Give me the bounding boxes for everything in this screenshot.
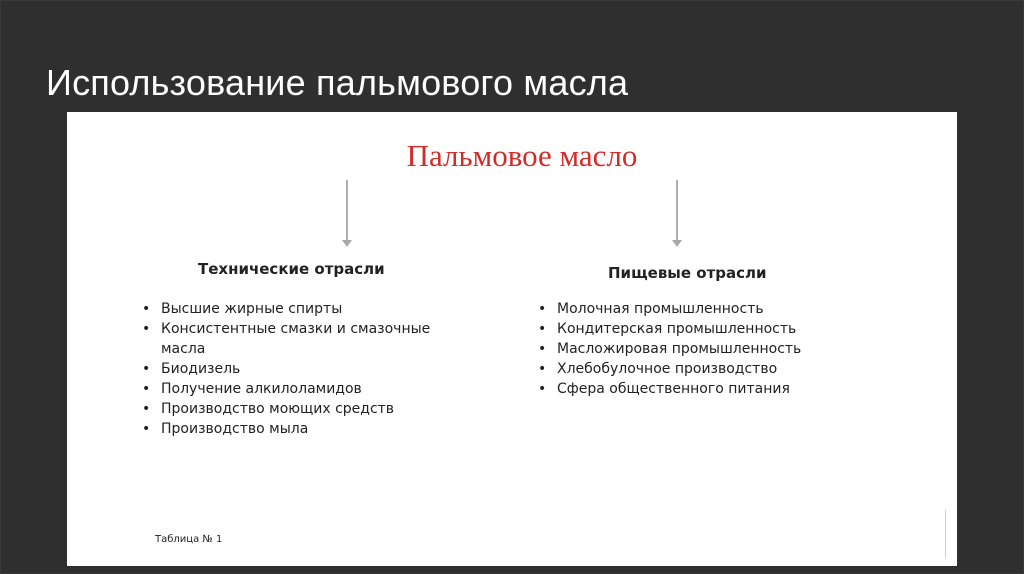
list-item: • Кондитерская промышленность	[538, 319, 801, 339]
slide-title: Использование пальмового масла	[46, 62, 629, 103]
list-item: • Биодизель	[142, 359, 430, 379]
diagram-image	[67, 112, 957, 566]
list-item-continuation: масла	[161, 341, 206, 357]
list-item: • Высшие жирные спирты	[142, 299, 430, 319]
diagram-title: Пальмовое масло	[406, 138, 638, 173]
list-item: • Масложировая промышленность	[538, 339, 801, 359]
list-item: • Консистентные смазки и смазочные	[142, 319, 430, 339]
list-item: • Молочная промышленность	[538, 299, 801, 319]
technical-list	[142, 299, 430, 439]
list-item: • Производство моющих средств	[142, 399, 430, 419]
food-heading: Пищевые отрасли	[608, 264, 767, 282]
technical-heading: Технические отрасли	[198, 260, 385, 278]
list-item: • Получение алкилоламидов	[142, 379, 430, 399]
table-caption: Таблица № 1	[155, 534, 223, 545]
food-list	[538, 299, 801, 399]
list-item: • Сфера общественного питания	[538, 379, 801, 399]
list-item: • Хлебобулочное производство	[538, 359, 801, 379]
arrow-left-head	[342, 240, 352, 247]
arrow-left-shaft	[346, 180, 348, 242]
list-item: • Производство мыла	[142, 419, 430, 439]
arrow-right-head	[672, 240, 682, 247]
arrow-right-shaft	[676, 180, 678, 242]
frame-edge	[945, 510, 946, 558]
